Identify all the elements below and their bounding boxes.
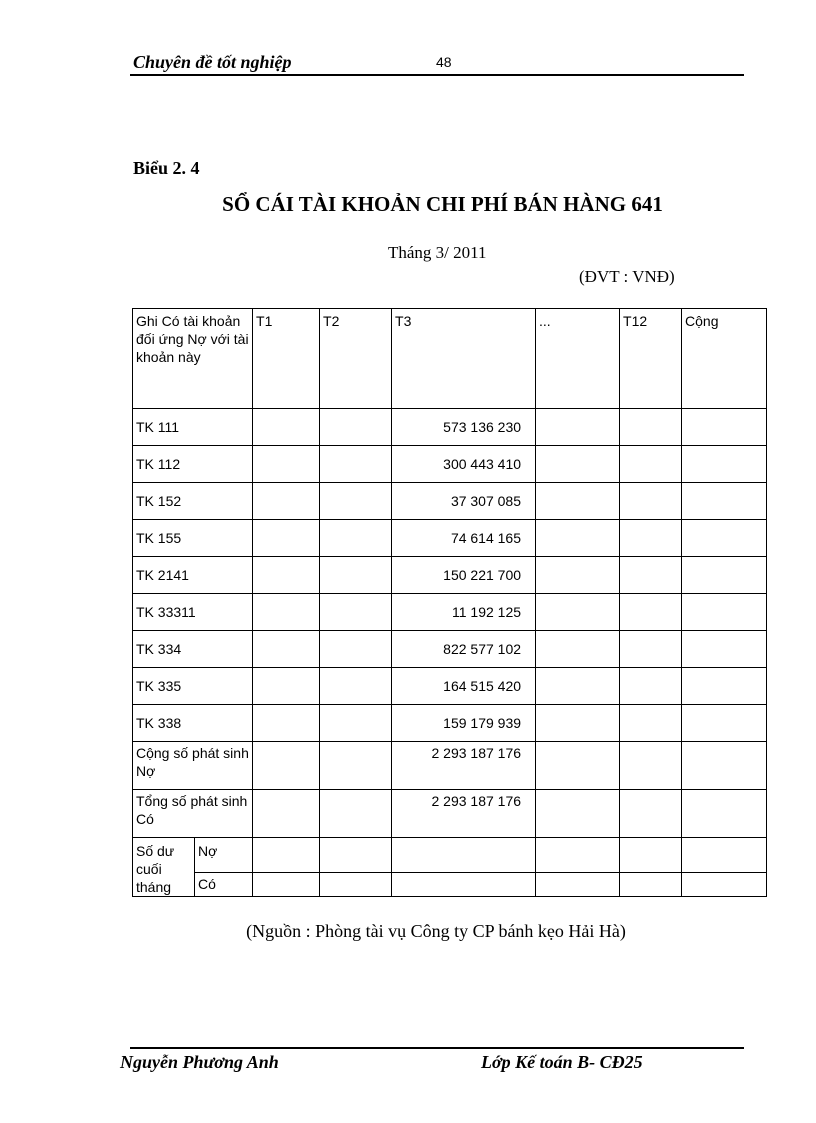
cell-t3: 164 515 420 bbox=[392, 668, 536, 705]
row-label: TK 334 bbox=[133, 631, 253, 668]
row-label: TK 111 bbox=[133, 409, 253, 446]
cell-t2 bbox=[320, 705, 392, 742]
table-row bbox=[133, 668, 767, 705]
cell-t12 bbox=[620, 557, 682, 594]
cell-t1 bbox=[253, 705, 320, 742]
row-label: Tổng số phát sinh Có bbox=[133, 790, 253, 838]
closing-balance-debit-row bbox=[133, 838, 767, 873]
cell-t12 bbox=[620, 594, 682, 631]
cell-ellipsis bbox=[536, 668, 620, 705]
cell-t1 bbox=[253, 594, 320, 631]
cell-t2 bbox=[320, 790, 392, 838]
unit-label: (ĐVT : VNĐ) bbox=[579, 267, 675, 286]
table-row bbox=[133, 446, 767, 483]
table-row bbox=[133, 483, 767, 520]
table-header-row bbox=[133, 309, 767, 409]
row-label: TK 335 bbox=[133, 668, 253, 705]
footer-rule bbox=[130, 1047, 744, 1049]
cell-t2 bbox=[320, 668, 392, 705]
closing-credit-label: Có bbox=[195, 873, 253, 897]
cell-ellipsis bbox=[536, 838, 620, 873]
row-label: TK 338 bbox=[133, 705, 253, 742]
cell-t1 bbox=[253, 790, 320, 838]
cell-total bbox=[682, 790, 767, 838]
document-title: SỔ CÁI TÀI KHOẢN CHI PHÍ BÁN HÀNG 641 bbox=[222, 192, 663, 216]
cell-ellipsis bbox=[536, 557, 620, 594]
cell-t3 bbox=[392, 838, 536, 873]
cell-total bbox=[682, 705, 767, 742]
cell-total bbox=[682, 838, 767, 873]
total-debit-row bbox=[133, 742, 767, 790]
cell-total bbox=[682, 409, 767, 446]
cell-t12 bbox=[620, 483, 682, 520]
cell-ellipsis bbox=[536, 446, 620, 483]
cell-t12 bbox=[620, 668, 682, 705]
footer-author: Nguyễn Phương Anh bbox=[120, 1052, 279, 1072]
cell-t12 bbox=[620, 409, 682, 446]
header-cell-t1: T1 bbox=[253, 309, 320, 409]
row-label: TK 112 bbox=[133, 446, 253, 483]
cell-ellipsis bbox=[536, 594, 620, 631]
header-cell-t12: T12 bbox=[620, 309, 682, 409]
footer-class: Lớp Kế toán B- CĐ25 bbox=[481, 1052, 643, 1072]
cell-ellipsis bbox=[536, 742, 620, 790]
cell-t12 bbox=[620, 520, 682, 557]
cell-t1 bbox=[253, 446, 320, 483]
header-cell-ellipsis: ... bbox=[536, 309, 620, 409]
cell-ellipsis bbox=[536, 705, 620, 742]
cell-t2 bbox=[320, 838, 392, 873]
cell-total bbox=[682, 631, 767, 668]
cell-total bbox=[682, 520, 767, 557]
cell-t1 bbox=[253, 520, 320, 557]
cell-t3: 300 443 410 bbox=[392, 446, 536, 483]
cell-t3: 74 614 165 bbox=[392, 520, 536, 557]
cell-total bbox=[682, 742, 767, 790]
cell-total bbox=[682, 594, 767, 631]
cell-t3: 11 192 125 bbox=[392, 594, 536, 631]
cell-t2 bbox=[320, 557, 392, 594]
cell-t3: 822 577 102 bbox=[392, 631, 536, 668]
cell-total bbox=[682, 446, 767, 483]
cell-total bbox=[682, 873, 767, 897]
table-row bbox=[133, 409, 767, 446]
cell-t2 bbox=[320, 483, 392, 520]
cell-t3: 2 293 187 176 bbox=[392, 742, 536, 790]
cell-t3: 37 307 085 bbox=[392, 483, 536, 520]
page-number: 48 bbox=[436, 54, 452, 70]
table-row bbox=[133, 557, 767, 594]
closing-debit-label: Nợ bbox=[195, 838, 253, 873]
cell-t1 bbox=[253, 838, 320, 873]
cell-t12 bbox=[620, 705, 682, 742]
header-title: Chuyên đề tốt nghiệp bbox=[133, 52, 292, 72]
header-cell-account: Ghi Có tài khoản đối ứng Nợ với tài khoản này bbox=[133, 309, 253, 409]
cell-t1 bbox=[253, 557, 320, 594]
cell-t1 bbox=[253, 409, 320, 446]
row-label: TK 155 bbox=[133, 520, 253, 557]
row-label: TK 33311 bbox=[133, 594, 253, 631]
source-note: (Nguồn : Phòng tài vụ Công ty CP bánh kẹo Hải Hà) bbox=[246, 921, 626, 941]
document-subtitle: Tháng 3/ 2011 bbox=[388, 243, 487, 262]
ledger-table bbox=[132, 308, 767, 897]
closing-balance-label: Số dư cuối tháng bbox=[133, 838, 195, 897]
header-rule bbox=[130, 74, 744, 76]
cell-t12 bbox=[620, 838, 682, 873]
cell-total bbox=[682, 483, 767, 520]
cell-t12 bbox=[620, 742, 682, 790]
cell-ellipsis bbox=[536, 520, 620, 557]
cell-t1 bbox=[253, 873, 320, 897]
cell-t2 bbox=[320, 409, 392, 446]
closing-balance-credit-row bbox=[133, 873, 767, 897]
cell-t12 bbox=[620, 446, 682, 483]
cell-total bbox=[682, 668, 767, 705]
cell-t2 bbox=[320, 873, 392, 897]
header-cell-t2: T2 bbox=[320, 309, 392, 409]
cell-ellipsis bbox=[536, 873, 620, 897]
cell-t3: 159 179 939 bbox=[392, 705, 536, 742]
cell-t3: 2 293 187 176 bbox=[392, 790, 536, 838]
header-cell-total: Cộng bbox=[682, 309, 767, 409]
total-credit-row bbox=[133, 790, 767, 838]
row-label: TK 152 bbox=[133, 483, 253, 520]
figure-label: Biểu 2. 4 bbox=[133, 158, 200, 178]
cell-t3 bbox=[392, 873, 536, 897]
cell-t2 bbox=[320, 520, 392, 557]
cell-t2 bbox=[320, 446, 392, 483]
cell-t2 bbox=[320, 631, 392, 668]
cell-ellipsis bbox=[536, 483, 620, 520]
cell-t1 bbox=[253, 742, 320, 790]
cell-ellipsis bbox=[536, 409, 620, 446]
row-label: Cộng số phát sinh Nợ bbox=[133, 742, 253, 790]
cell-total bbox=[682, 557, 767, 594]
cell-t3: 573 136 230 bbox=[392, 409, 536, 446]
table-row bbox=[133, 594, 767, 631]
table-row bbox=[133, 520, 767, 557]
cell-t1 bbox=[253, 668, 320, 705]
cell-ellipsis bbox=[536, 790, 620, 838]
header-cell-t3: T3 bbox=[392, 309, 536, 409]
cell-t12 bbox=[620, 790, 682, 838]
cell-ellipsis bbox=[536, 631, 620, 668]
cell-t2 bbox=[320, 594, 392, 631]
table-row bbox=[133, 631, 767, 668]
cell-t3: 150 221 700 bbox=[392, 557, 536, 594]
table-row bbox=[133, 705, 767, 742]
cell-t12 bbox=[620, 873, 682, 897]
cell-t1 bbox=[253, 631, 320, 668]
cell-t2 bbox=[320, 742, 392, 790]
row-label: TK 2141 bbox=[133, 557, 253, 594]
cell-t1 bbox=[253, 483, 320, 520]
cell-t12 bbox=[620, 631, 682, 668]
